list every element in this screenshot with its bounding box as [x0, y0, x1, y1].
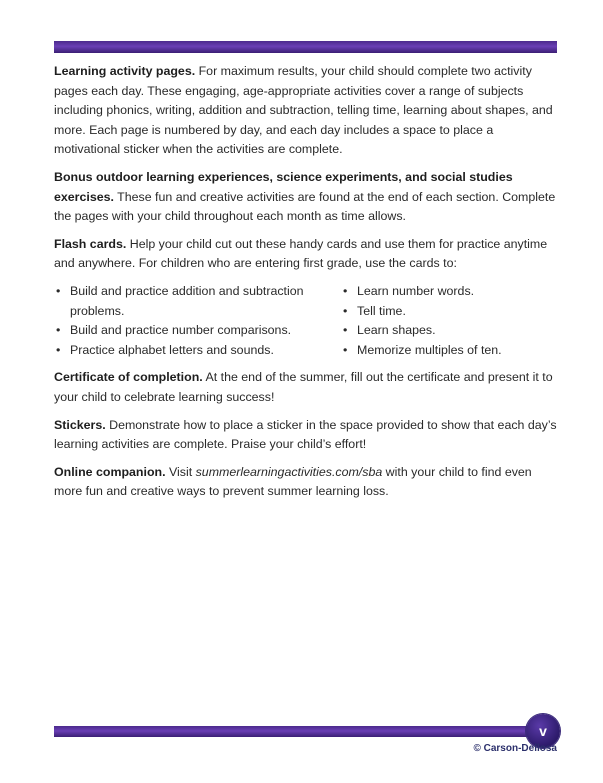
top-decorative-bar: [54, 41, 557, 53]
flash-cards-text: Help your child cut out these handy cards and use them for practice anytime and anywhere. For children who are entering first grade, use the cards to:: [54, 236, 548, 271]
online-companion-link[interactable]: summerlearningactivities.com/sba: [195, 464, 383, 479]
certificate-heading: Certificate of completion.: [54, 370, 203, 385]
bonus-text: These fun and creative activities are found at the end of each section. Complete the pages with your child throughout each month as time allows.: [54, 189, 556, 224]
bullet-column-left: [54, 282, 341, 360]
bullet-icon: •: [343, 323, 348, 338]
list-item-text: Learn number words.: [357, 283, 475, 298]
learning-pages-paragraph: [54, 62, 557, 160]
learning-pages-text: For maximum results, your child should complete two activity pages each day. These engaging, age-appropriate activities cover a range of subjects including phonics, writing, addition and subtraction, telling time, learning about shapes, and more. Each page is numbered by day, and each day includes a space to place a motivational sticker when the activities are complete.: [54, 64, 553, 157]
bonus-paragraph: [54, 168, 557, 227]
list-item: [54, 341, 341, 361]
learning-pages-heading: Learning activity pages.: [54, 64, 196, 78]
bonus-heading: Bonus outdoor learning experiences, science experiments, and social studies exercises.: [54, 169, 513, 204]
bullet-icon: •: [56, 323, 61, 338]
online-companion-heading: Online companion.: [54, 464, 166, 479]
list-item: [341, 341, 541, 361]
flash-cards-paragraph: [54, 235, 557, 274]
bullet-icon: •: [56, 342, 61, 357]
list-item-text: Memorize multiples of ten.: [357, 342, 502, 357]
list-item: [341, 282, 541, 302]
certificate-text: At the end of the summer, fill out the certificate and present it to your child to celebrate learning success!: [54, 370, 553, 404]
list-item: [54, 282, 341, 321]
list-item-text: Build and practice number comparisons.: [70, 323, 292, 338]
bullet-column-right: [341, 282, 541, 360]
list-item-text: Learn shapes.: [357, 323, 436, 338]
list-item-text: Tell time.: [357, 303, 406, 318]
stickers-text: Demonstrate how to place a sticker in the space provided to show that each day’s learning activities are complete. Praise your child’s effort!: [54, 417, 557, 452]
stickers-paragraph: [54, 416, 557, 455]
stickers-heading: Stickers.: [54, 417, 106, 432]
bullet-icon: •: [343, 303, 348, 318]
page-content: [54, 62, 557, 510]
copyright-notice: © Carson-Dellosa: [473, 743, 557, 754]
bullet-icon: •: [56, 283, 61, 298]
flash-card-uses-list: [54, 282, 557, 360]
list-item: [341, 302, 541, 322]
online-companion-text-before: Visit: [165, 464, 196, 479]
bullet-icon: •: [343, 342, 348, 357]
list-item: [341, 321, 541, 341]
certificate-paragraph: [54, 368, 557, 407]
page-number: v: [539, 723, 547, 739]
flash-cards-heading: Flash cards.: [54, 236, 127, 251]
list-item-text: Practice alphabet letters and sounds.: [70, 342, 274, 357]
online-companion-paragraph: [54, 463, 557, 502]
bullet-icon: •: [343, 283, 348, 298]
list-item-text: Build and practice addition and subtraction problems.: [70, 283, 304, 318]
bottom-decorative-bar: [54, 726, 539, 737]
list-item: [54, 321, 341, 341]
online-companion-text-after: with your child to find even more fun and creative ways to prevent summer learning loss.: [54, 464, 532, 499]
